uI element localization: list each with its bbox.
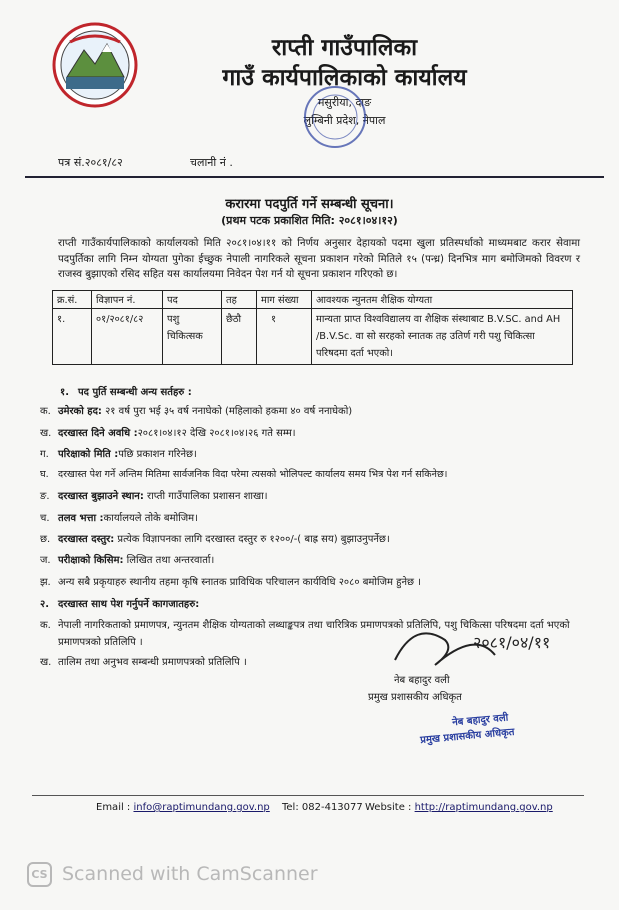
condition-item: ज. परीक्षाको किसिम: लिखित तथा अन्तरवार्ता। [40,555,215,566]
cell-sn: १. [53,309,92,365]
signatory-designation: प्रमुख प्रशासकीय अधिकृत [368,692,462,703]
footer-divider [32,795,584,796]
col-header-sn: क्र.सं. [53,291,92,309]
document-item: ख. तालिम तथा अनुभव सम्बन्धी प्रमाणपत्रको प्रतिलिपि । [40,657,247,668]
condition-item: क. उमेरको हद: २१ वर्ष पुरा भई ३५ वर्ष ननाघेको (महिलाको हकमा ४० वर्ष ननाघेको) [40,406,353,417]
table-header-row [53,291,573,309]
stamp-name: नेब बहादुर वली [451,712,509,729]
cell-ad-no: ०१/२०८१/८२ [92,309,163,365]
cell-post: पशु चिकित्सक [163,309,222,365]
vacancy-table [52,290,573,365]
condition-item: ग. परिक्षाको मिति :पछि प्रकाशन गरिनेछ। [40,449,197,460]
footer-tel: Tel: 082-413077 [282,802,363,813]
email-link[interactable]: info@raptimundang.gov.np [133,802,270,813]
condition-item: ख. दरखास्त दिने अवधि :२०८१।०४।१२ देखि २०८१।०४।२६ गते सम्म। [40,428,296,439]
condition-item: घ. दरखास्त पेश गर्ने अन्तिम मितिमा सार्वजनिक विदा परेमा त्यसको भोलिपल्ट कार्यालय समय भित्र पेश गर्न सकिनेछ। [40,469,448,480]
document-item: क. नेपाली नागरिकताको प्रमाणपत्र, न्युनतम शैक्षिक योग्यताको लब्धाङ्कपत्र तथा चारित्रिक प्रमाणपत्रको प्रतिलिपि, पशु चिकित्सा परिषदमा दर्ता भएको प्रमाणपत्रको प्रतिलिपि । [40,620,570,648]
condition-item: ङ. दरखास्त बुझाउने स्थान: राप्ती गाउँपालिका प्रशासन शाखा। [40,491,268,502]
dispatch-number: चलानी नं . [190,156,233,169]
cell-qualification: मान्यता प्राप्त विश्वविद्यालय वा शैक्षिक संस्थाबाट B.V.SC. and AH /B.V.Sc. वा सो सरहको स्नातक तह उतिर्ण गरी पशु चिकित्सा परिषदमा दर्ता भएको। [312,309,573,365]
col-header-post: पद [163,291,222,309]
notice-subtitle: (प्रथम पटक प्रकाशित मिति: २०८१।०४।१२) [221,214,398,227]
condition-item: झ. अन्य सबै प्रकृयाहरु स्थानीय तहमा कृषि स्नातक प्राविधिक परिचालन कार्यविधि २०८० बमोजिम हुनेछ । [40,577,421,588]
col-header-count: माग संख्या [257,291,312,309]
website-link[interactable]: http://raptimundang.gov.np [414,802,553,813]
table-row [53,309,573,365]
camscanner-watermark: Scanned with CamScanner [62,863,318,885]
camscanner-logo-icon: CS [27,862,52,887]
documents-heading: २. दरखास्त साथ पेश गर्नुपर्ने कागजातहरु: [40,599,200,610]
stamp-designation: प्रमुख प्रशासकीय अधिकृत [419,726,515,747]
notice-title: करारमा पदपुर्ति गर्ने सम्बन्धी सूचना। [225,197,394,212]
header-divider [25,176,604,178]
condition-item: छ. दरखास्त दस्तुर: प्रत्येक विज्ञापनका लागि दरखास्त दस्तुर रु १२००/-( बाह्र सय) बुझाउनुपर्नेछ। [40,534,390,545]
footer-website: Website : http://raptimundang.gov.np [365,802,553,813]
letter-number: पत्र सं.२०८१/८२ [58,156,123,169]
office-stamp-icon [300,82,370,152]
col-header-qualification: आवश्यक न्युनतम शैक्षिक योग्यता [312,291,573,309]
svg-text:२०८१/०४/११: २०८१/०४/११ [473,633,551,652]
cell-count: १ [257,309,312,365]
signature-icon [385,600,585,680]
footer-email: Email : info@raptimundang.gov.np [96,802,270,813]
notice-intro: राप्ती गाउँकार्यपालिकाको कार्यालयको मिति २०८१।०४।११ को निर्णय अनुसार देहायको पदमा खुला प्रतिस्पर्धाको माध्यमबाट करार सेवामा पदपुर्तिका लागि निम्न योग्यता पुगेका ईच्छुक नेपाली नागरिकले सूचना प्रकाशन गरेको मितिले १५ (पन्ध्र) दिनभित्र माग बमोजिमको विवरण र राजस्व बुझाएको रसिद सहित यस कार्यालयमा निवेदन पेश गर्न यो सूचना प्रकाशन गरिएको छ। [58,238,580,280]
office-name-line2: गाउँ कार्यपालिकाको कार्यालय [222,65,467,91]
office-province: लुम्बिनी प्रदेश, नेपाल [303,114,386,127]
cell-level: छैठौ [222,309,257,365]
office-name-line1: राप्ती गाउँपालिका [271,35,418,61]
col-header-level: तह [222,291,257,309]
condition-item: च. तलव भत्ता :कार्यालयले तोके बमोजिम। [40,513,198,524]
office-address: मसुरीया, दाङ [317,96,372,109]
signatory-name: नेब बहादुर वली [394,675,450,686]
col-header-ad-no: विज्ञापन नं. [92,291,163,309]
conditions-heading: १. पद पुर्ति सम्बन्धी अन्य सर्तहरु : [60,387,192,398]
